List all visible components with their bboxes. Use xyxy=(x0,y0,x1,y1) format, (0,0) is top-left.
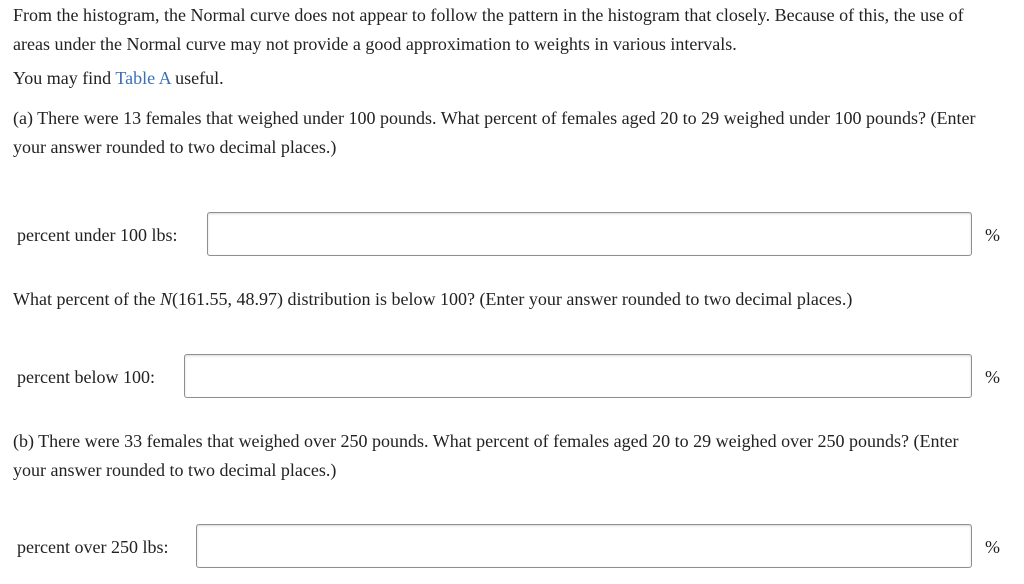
part-a-percent-unit: % xyxy=(985,225,1000,245)
normal-field-label-colon: : xyxy=(149,367,155,387)
part-b-percent-unit: % xyxy=(985,537,1000,557)
percent-under-100-input[interactable] xyxy=(207,212,972,256)
normal-q-suffix: ? (Enter your answer rounded to two decimal places.) xyxy=(466,289,853,309)
percent-below-100-input[interactable] xyxy=(184,354,972,398)
normal-q-prefix: What percent of the xyxy=(13,289,160,309)
part-b-field-label: percent over 250 lbs: xyxy=(17,537,169,557)
percent-over-250-input[interactable] xyxy=(196,524,972,568)
part-a-question: (a) There were 13 females that weighed under 100 pounds. What percent of females aged 20 to 29 weighed under 100 pounds? (Enter your answer rounded to two decimal places.) xyxy=(13,108,976,157)
normal-distribution-question xyxy=(13,285,984,314)
part-b-answer-row xyxy=(17,524,1024,570)
table-a-link[interactable]: Table A xyxy=(115,68,171,88)
normal-q-middle: distribution is below xyxy=(282,289,440,309)
normal-percent-unit: % xyxy=(985,367,1000,387)
hint-suffix: useful. xyxy=(170,68,224,88)
part-a-answer-row xyxy=(17,212,1024,258)
part-a-field-label: percent under 100 lbs: xyxy=(17,225,178,245)
normal-q-dist-params: (161.55, 48.97) xyxy=(171,289,283,309)
intro-paragraph: From the histogram, the Normal curve does not appear to follow the pattern in the histogram that closely. Because of this, the use of areas under the Normal curve may not provide a good approximation to weights in various intervals. xyxy=(13,5,964,54)
normal-q-threshold: 100 xyxy=(439,289,467,309)
normal-field-label xyxy=(17,354,155,400)
normal-field-label-text: percent below xyxy=(17,367,123,387)
part-b-question: (b) There were 33 females that weighed over 250 pounds. What percent of females aged 20 to 29 weighed over 250 pounds? (Enter your answer rounded to two decimal places.) xyxy=(13,431,959,480)
normal-q-dist-symbol: N xyxy=(159,289,172,309)
normal-field-label-value: 100 xyxy=(122,367,150,387)
normal-answer-row xyxy=(17,354,1024,400)
hint-prefix: You may find xyxy=(13,68,116,88)
hint-paragraph xyxy=(13,64,984,93)
